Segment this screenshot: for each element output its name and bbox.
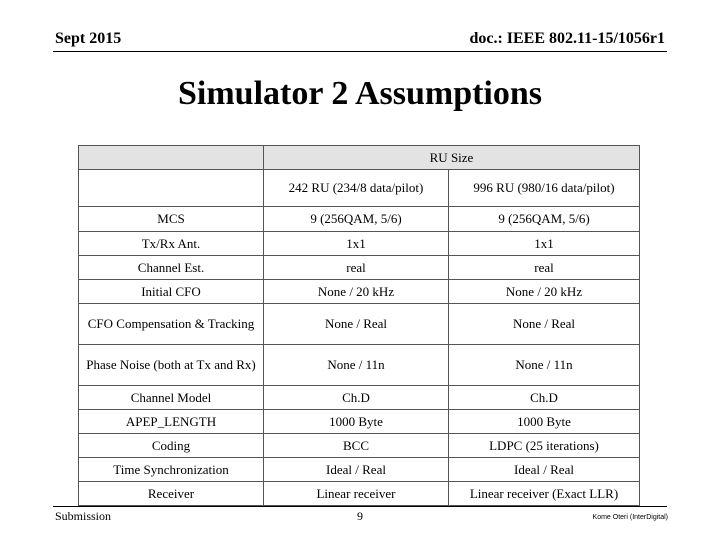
table-row <box>79 304 640 345</box>
table-row <box>79 256 640 280</box>
row-label: Receiver <box>79 482 264 506</box>
cell-242ru: Ch.D <box>264 386 449 410</box>
footer-author: Kome Oteri (InterDigital) <box>592 514 668 521</box>
header-divider <box>53 51 667 52</box>
table-row <box>79 345 640 386</box>
footer-submission: Submission <box>55 509 112 523</box>
table-row <box>79 280 640 304</box>
cell-996ru: Ch.D <box>449 386 640 410</box>
cell-242ru: real <box>264 256 449 280</box>
footer-divider <box>53 506 667 507</box>
table-row <box>79 482 640 506</box>
row-label: Tx/Rx Ant. <box>79 232 264 256</box>
table-row <box>79 410 640 434</box>
table-subheader-row <box>79 170 640 207</box>
cell-996ru: 9 (256QAM, 5/6) <box>449 207 640 232</box>
row-label: Time Synchronization <box>79 458 264 482</box>
cell-242ru: Ideal / Real <box>264 458 449 482</box>
cell-996ru: LDPC (25 iterations) <box>449 434 640 458</box>
cell-996ru: Ideal / Real <box>449 458 640 482</box>
table-row <box>79 458 640 482</box>
ru-size-header: RU Size <box>264 146 640 170</box>
column-header-242ru: 242 RU (234/8 data/pilot) <box>264 170 449 207</box>
cell-996ru: real <box>449 256 640 280</box>
header-empty-cell <box>79 146 264 170</box>
cell-242ru: None / 20 kHz <box>264 280 449 304</box>
assumptions-table <box>78 145 640 506</box>
cell-242ru: 1000 Byte <box>264 410 449 434</box>
row-label: CFO Compensation & Tracking <box>79 304 264 345</box>
row-label: Coding <box>79 434 264 458</box>
table-row <box>79 207 640 232</box>
header-date: Sept 2015 <box>55 30 122 47</box>
cell-996ru: None / 20 kHz <box>449 280 640 304</box>
row-label: Initial CFO <box>79 280 264 304</box>
cell-242ru: None / Real <box>264 304 449 345</box>
cell-242ru: 1x1 <box>264 232 449 256</box>
cell-242ru: BCC <box>264 434 449 458</box>
cell-996ru: None / Real <box>449 304 640 345</box>
row-label: APEP_LENGTH <box>79 410 264 434</box>
column-header-996ru: 996 RU (980/16 data/pilot) <box>449 170 640 207</box>
page-number: 9 <box>357 509 363 523</box>
cell-996ru: Linear receiver (Exact LLR) <box>449 482 640 506</box>
cell-996ru: 1000 Byte <box>449 410 640 434</box>
header-doc-id: doc.: IEEE 802.11-15/1056r1 <box>469 30 665 47</box>
cell-996ru: 1x1 <box>449 232 640 256</box>
cell-242ru: Linear receiver <box>264 482 449 506</box>
subheader-empty-cell <box>79 170 264 207</box>
cell-242ru: 9 (256QAM, 5/6) <box>264 207 449 232</box>
row-label: Phase Noise (both at Tx and Rx) <box>79 345 264 386</box>
row-label: Channel Est. <box>79 256 264 280</box>
cell-996ru: None / 11n <box>449 345 640 386</box>
table-row <box>79 386 640 410</box>
table-row <box>79 434 640 458</box>
slide-title: Simulator 2 Assumptions <box>177 75 543 112</box>
table-row <box>79 232 640 256</box>
row-label: Channel Model <box>79 386 264 410</box>
table-header-row <box>79 146 640 170</box>
cell-242ru: None / 11n <box>264 345 449 386</box>
row-label: MCS <box>79 207 264 232</box>
